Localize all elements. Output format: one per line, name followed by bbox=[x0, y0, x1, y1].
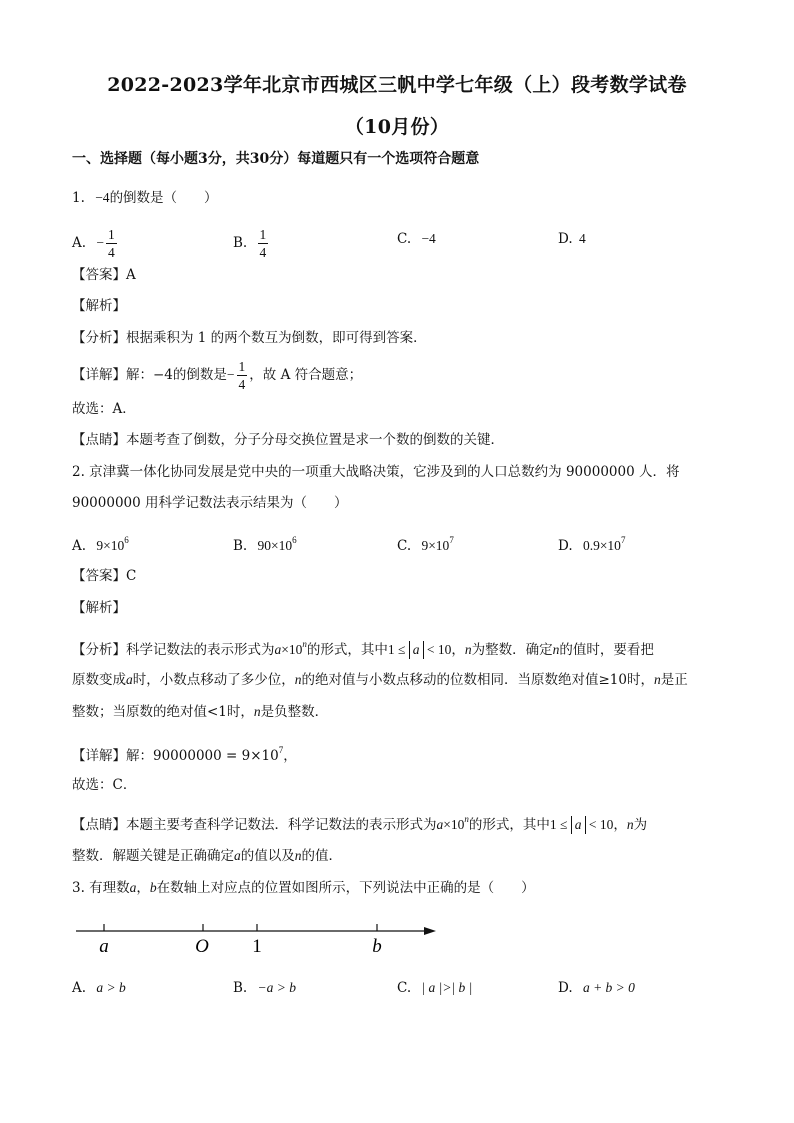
times-ten: ×10 bbox=[443, 817, 465, 832]
q2-analysis-line3 bbox=[72, 702, 734, 722]
option-exponent: 6 bbox=[124, 535, 129, 545]
times-ten: ×10 bbox=[281, 642, 303, 657]
option-label: D. bbox=[558, 980, 573, 996]
text: 的值以及 bbox=[240, 848, 295, 864]
var-n: n bbox=[464, 642, 472, 657]
q1-answer: 【答案】A bbox=[72, 267, 136, 283]
option-exponent: 6 bbox=[292, 535, 297, 545]
cond-left: 1 ≤ bbox=[387, 642, 409, 657]
q1-comment: 【点睛】本题考查了倒数，分子分母交换位置是求一个数的倒数的关键． bbox=[72, 432, 504, 448]
option-exponent: 7 bbox=[449, 535, 454, 545]
text: 是负整数． bbox=[260, 704, 329, 720]
option-text: −4 bbox=[421, 231, 436, 246]
q2-detail bbox=[72, 740, 734, 766]
text: 的形式，其中 bbox=[468, 817, 550, 833]
number-line-figure bbox=[70, 908, 450, 958]
label-origin: O bbox=[195, 936, 209, 957]
text: 时，小数点移动了多少位， bbox=[132, 672, 295, 688]
fraction bbox=[106, 226, 117, 261]
var-n: n bbox=[626, 817, 634, 832]
text: 的值时，要看把 bbox=[559, 642, 654, 658]
fraction bbox=[237, 358, 248, 393]
question-3-stem bbox=[72, 878, 734, 898]
q1-option-b[interactable] bbox=[233, 226, 270, 261]
option-text: 4 bbox=[578, 231, 586, 246]
cond-right: < 10 bbox=[585, 817, 614, 832]
q1-value: −4 bbox=[95, 190, 110, 205]
q3-option-a[interactable] bbox=[72, 978, 126, 998]
exponent-n: n bbox=[464, 814, 469, 824]
abs-a: a bbox=[409, 641, 424, 659]
abs-a: a bbox=[571, 816, 586, 834]
option-label: A. bbox=[72, 538, 87, 554]
denominator: 4 bbox=[238, 377, 246, 392]
option-base: 0.9×10 bbox=[582, 538, 621, 553]
option-base: 90×10 bbox=[257, 538, 293, 553]
text: 整数；当原数的绝对值<1时， bbox=[72, 704, 254, 720]
var-a: a bbox=[274, 642, 282, 657]
detail-text: ，故 A 符合题意； bbox=[249, 367, 363, 383]
text: 的绝对值与小数点移动的位数相同．当原数绝对值≥10时， bbox=[301, 672, 654, 688]
option-sign: − bbox=[96, 235, 104, 250]
number-line-arrow bbox=[424, 927, 436, 935]
option-label: C. bbox=[397, 538, 412, 554]
q2-option-c[interactable] bbox=[397, 530, 454, 556]
option-label: D. bbox=[558, 538, 573, 554]
section-heading: 一、选择题（每小题3分，共30分）每道题只有一个选项符合题意 bbox=[72, 151, 480, 167]
option-label: A. bbox=[72, 980, 87, 996]
option-label: A. bbox=[72, 235, 87, 251]
var-b: b bbox=[149, 880, 157, 895]
question-2-stem-line1: 2. 京津冀一体化协同发展是党中央的一项重大战略决策，它涉及到的人口总数约为 90000000 人．将 bbox=[72, 464, 680, 480]
option-exponent: 7 bbox=[620, 535, 626, 545]
var-n: n bbox=[294, 848, 302, 863]
q2-answer: 【答案】C bbox=[72, 568, 137, 584]
question-1-stem bbox=[72, 188, 734, 208]
exponent-n: n bbox=[302, 639, 307, 649]
text: ， bbox=[451, 642, 465, 658]
numerator: 1 bbox=[259, 227, 267, 242]
text: 【分析】科学记数法的表示形式为 bbox=[72, 642, 275, 658]
denominator: 4 bbox=[107, 245, 115, 260]
text: 为整数．确定 bbox=[471, 642, 553, 658]
denominator: 4 bbox=[259, 245, 267, 260]
var-n: n bbox=[294, 672, 302, 687]
var-n: n bbox=[552, 642, 560, 657]
numerator: 1 bbox=[107, 227, 115, 242]
text: 在数轴上对应点的位置如图所示，下列说法中正确的是（ ） bbox=[156, 880, 535, 896]
q1-stem-text: 的倒数是（ ） bbox=[109, 190, 218, 206]
numerator: 1 bbox=[238, 359, 246, 374]
var-a: a bbox=[234, 848, 241, 863]
q2-comment-line1 bbox=[72, 809, 734, 835]
cond-right: < 10 bbox=[423, 642, 452, 657]
text: 3. 有理数 bbox=[72, 880, 130, 896]
text: 【详解】解：90000000 = 9×10 bbox=[72, 748, 279, 764]
text: 原数变成 bbox=[72, 672, 126, 688]
option-label: D. bbox=[558, 231, 573, 247]
q2-analysis-heading: 【解析】 bbox=[72, 600, 126, 616]
option-label: B. bbox=[233, 538, 248, 554]
option-text: | a |>| b | bbox=[421, 980, 473, 995]
text: 【点睛】本题主要考查科学记数法．科学记数法的表示形式为 bbox=[72, 817, 437, 833]
option-label: C. bbox=[397, 231, 412, 247]
option-text: a > b bbox=[96, 980, 126, 995]
q2-option-d[interactable] bbox=[558, 530, 625, 556]
q1-detail bbox=[72, 358, 734, 393]
option-text: −a > b bbox=[257, 980, 296, 995]
option-label: B. bbox=[233, 235, 248, 251]
text: 为 bbox=[633, 817, 648, 833]
var-n: n bbox=[253, 704, 261, 719]
option-label: B. bbox=[233, 980, 248, 996]
text: 的值． bbox=[301, 848, 342, 864]
q2-option-b[interactable] bbox=[233, 530, 297, 556]
q2-option-a[interactable] bbox=[72, 530, 129, 556]
text: 的形式，其中 bbox=[306, 642, 388, 658]
exam-title: 2022-2023学年北京市西城区三帆中学七年级（上）段考数学试卷 bbox=[107, 74, 687, 96]
var-n: n bbox=[654, 672, 661, 687]
detail-text: 【详解】解：−4的倒数是 bbox=[72, 367, 227, 383]
exam-subtitle: （10月份） bbox=[344, 116, 450, 138]
question-2-stem-line2: 90000000 用科学记数法表示结果为（ ） bbox=[72, 495, 348, 511]
q2-analysis-line2 bbox=[72, 670, 734, 690]
q1-option-d[interactable] bbox=[558, 229, 586, 249]
q2-analysis-line1 bbox=[72, 634, 734, 660]
q1-option-a[interactable] bbox=[72, 226, 119, 261]
exponent: 7 bbox=[278, 745, 284, 755]
text: ， bbox=[283, 748, 297, 764]
text: ， bbox=[136, 880, 150, 896]
q1-analysis-heading: 【解析】 bbox=[72, 298, 126, 314]
q1-number: 1. bbox=[72, 190, 85, 206]
q3-option-d[interactable] bbox=[558, 978, 635, 998]
label-b: b bbox=[372, 936, 382, 957]
cond-left: 1 ≤ bbox=[549, 817, 571, 832]
q3-option-c[interactable] bbox=[397, 978, 472, 998]
label-one: 1 bbox=[252, 936, 262, 957]
option-base: 9×10 bbox=[96, 538, 125, 553]
option-label: C. bbox=[397, 980, 412, 996]
text: 整数．解题关键是正确确定 bbox=[72, 848, 234, 864]
q1-option-c[interactable] bbox=[397, 229, 436, 249]
fraction bbox=[258, 226, 269, 261]
text: ， bbox=[613, 817, 627, 833]
option-text: a + b > 0 bbox=[582, 980, 635, 995]
label-a: a bbox=[99, 936, 109, 957]
q2-choice: 故选：C． bbox=[72, 777, 137, 793]
option-base: 9×10 bbox=[421, 538, 450, 553]
var-a: a bbox=[129, 880, 137, 895]
q3-option-b[interactable] bbox=[233, 978, 296, 998]
q2-comment-line2 bbox=[72, 846, 734, 866]
var-a: a bbox=[126, 672, 133, 687]
q1-analysis: 【分析】根据乘积为 1 的两个数互为倒数，即可得到答案． bbox=[72, 330, 427, 346]
var-a: a bbox=[436, 817, 444, 832]
q1-choice: 故选：A． bbox=[72, 401, 136, 417]
text: 是正 bbox=[660, 672, 688, 688]
detail-sign: − bbox=[226, 367, 235, 382]
